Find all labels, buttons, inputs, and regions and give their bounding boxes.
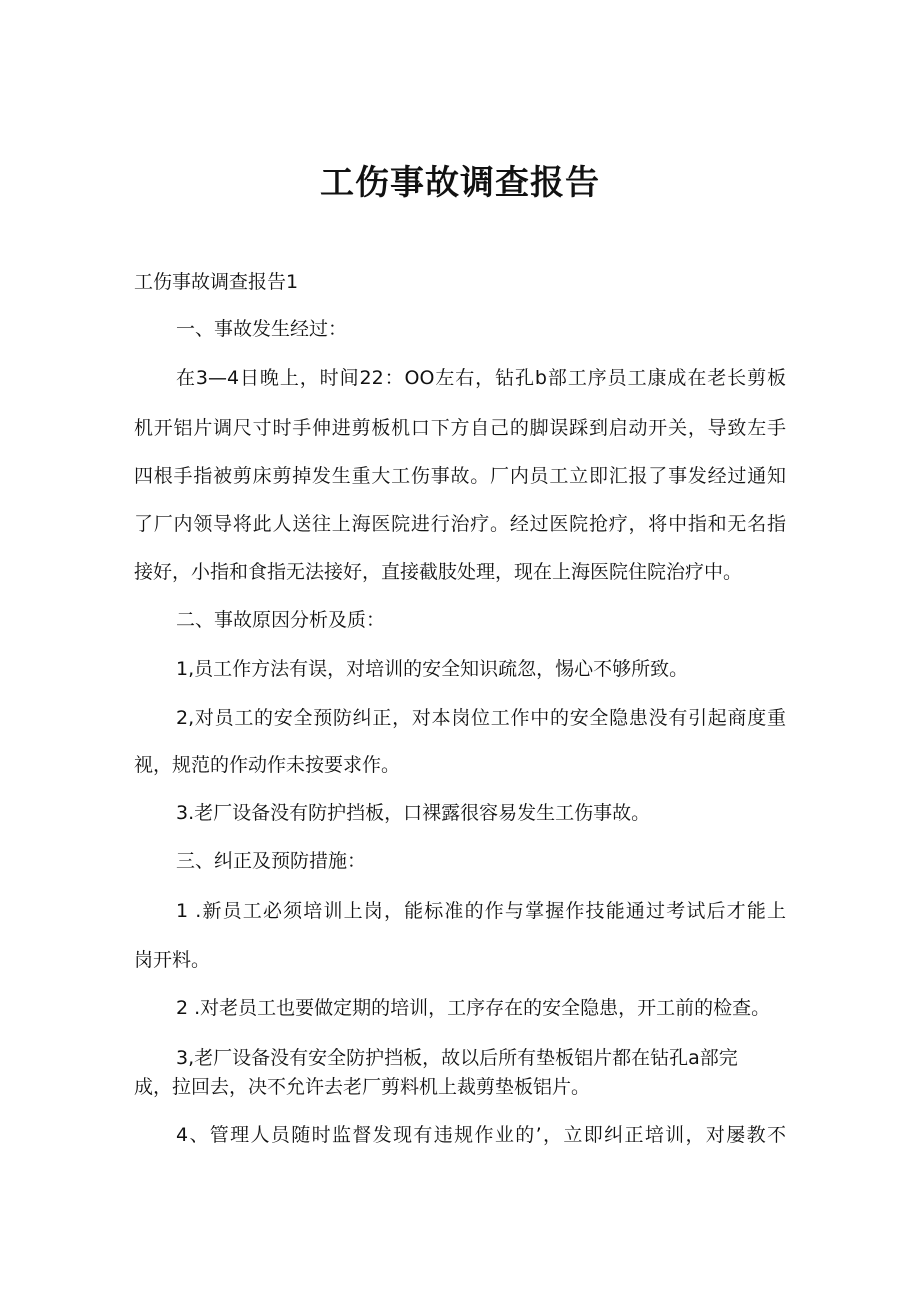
list-item: 2,对员工的安全预防纠正，对本岗位工作中的安全隐患没有引起商度重	[176, 707, 786, 729]
list-item: 3.老厂设备没有防护挡板，口裸露很容易发生工伤事故。	[176, 802, 651, 824]
list-item: 1 .新员工必须培训上岗，能标准的作与掌握作技能通过考试后才能上	[176, 900, 786, 922]
paragraph-line: 在3—4日晚上，时间22：OO左右，钻孔b部工序员工康成在老长剪板	[176, 367, 786, 389]
section-heading-corrective-measures: 三、纠正及预防措施：	[176, 850, 367, 872]
list-item-continuation: 岗开料。	[134, 949, 211, 971]
list-item: 4、管理人员随时监督发现有违规作业的’，立即纠正培训，对屡教不	[176, 1124, 786, 1146]
list-item: 2 .对老员工也要做定期的培训，工序存在的安全隐患，开工前的检查。	[176, 997, 771, 1019]
paragraph-line: 了厂内领导将此人送往上海医院进行治疗。经过医院抢疗，将中指和无名指	[134, 513, 786, 535]
list-item-continuation: 视，规范的作动作未按要求作。	[134, 754, 401, 776]
list-item-continuation: 成，拉回去，决不允许去老厂剪料机上裁剪垫板铝片。	[134, 1076, 591, 1098]
section-heading-accident-process: 一、事故发生经过：	[176, 318, 348, 340]
document-title: 工伤事故调查报告	[320, 163, 600, 203]
paragraph-line: 机开铝片调尺寸时手伸进剪板机口下方自己的脚误踩到启动开关，导致左手	[134, 417, 786, 439]
paragraph-line: 四根手指被剪床剪掉发生重大工伤事故。厂内员工立即汇报了事发经过通知	[134, 465, 786, 487]
list-item: 3,老厂设备没有安全防护挡板，故以后所有垫板铝片都在钻孔a部完	[176, 1047, 738, 1069]
list-item: 1,员工作方法有误，对培训的安全知识疏忽，惕心不够所致。	[176, 658, 689, 680]
paragraph-line: 接好，小指和食指无法接好，直接截肢处理，现在上海医院住院治疗中。	[134, 561, 743, 583]
report-subtitle: 工伤事故调查报告1	[134, 271, 299, 293]
section-heading-cause-analysis: 二、事故原因分析及质：	[176, 609, 386, 631]
